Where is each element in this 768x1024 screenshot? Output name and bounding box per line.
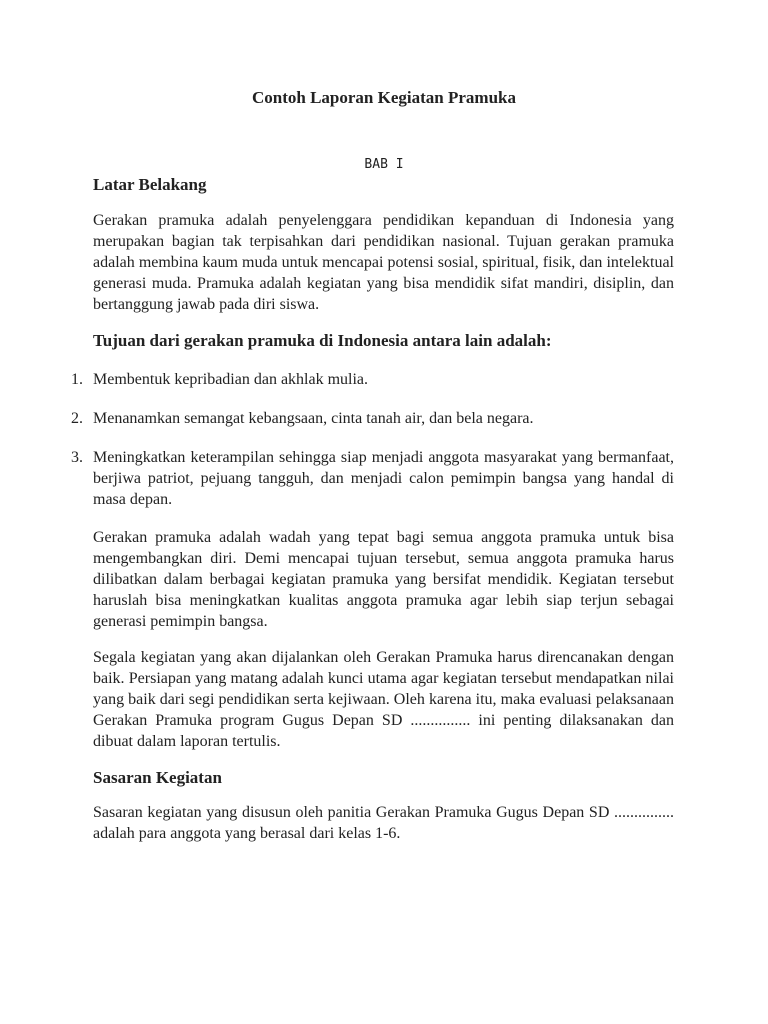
document-body bbox=[71, 173, 674, 844]
section-heading-tujuan: Tujuan dari gerakan pramuka di Indonesia antara lain adalah: bbox=[93, 331, 552, 350]
list-item-number: 3. bbox=[71, 449, 83, 466]
paragraph-sasaran: Sasaran kegiatan yang disusun oleh panitia Gerakan Pramuka Gugus Depan SD ............... adalah para anggota yang berasal dari kelas 1-6. bbox=[93, 804, 674, 842]
list-item-text: Meningkatkan keterampilan sehingga siap menjadi anggota masyarakat yang bermanfaat, berjiwa patriot, pejuang tangguh, dan menjadi calon pemimpin bangsa yang handal di masa depan. bbox=[93, 449, 674, 508]
chapter-label: BAB I bbox=[364, 157, 404, 172]
list-item-number: 2. bbox=[71, 410, 83, 427]
list-item-text: Membentuk kepribadian dan akhlak mulia. bbox=[93, 371, 369, 388]
paragraph-evaluasi: Segala kegiatan yang akan dijalankan oleh Gerakan Pramuka harus direncanakan dengan baik. Persiapan yang matang adalah kunci utama agar kegiatan tersebut mendapatkan nilai yang baik dari segi pendidikan serta kejiwaan. Oleh karena itu, maka evaluasi pelaksanaan Gerakan Pramuka program Gugus Depan SD ............... ini penting dilaksanakan dan dibuat dalam laporan tertulis. bbox=[93, 649, 674, 750]
list-item-text: Menanamkan semangat kebangsaan, cinta tanah air, dan bela negara. bbox=[93, 410, 534, 427]
list-item bbox=[71, 447, 674, 510]
section-heading-latar-belakang: Latar Belakang bbox=[93, 175, 207, 194]
list-item-number: 1. bbox=[71, 371, 83, 388]
paragraph-latar-belakang: Gerakan pramuka adalah penyelenggara pendidikan kepanduan di Indonesia yang merupakan bagian tak terpisahkan dari pendidikan nasional. Tujuan gerakan pramuka adalah membina kaum muda untuk mencapai potensi sosial, spiritual, fisik, dan intelektual generasi muda. Pramuka adalah kegiatan yang bisa mendidik sifat mandiri, disiplin, dan bertanggung jawab pada diri siswa. bbox=[93, 212, 674, 313]
list-item bbox=[71, 408, 674, 429]
document-title: Contoh Laporan Kegiatan Pramuka bbox=[252, 88, 516, 107]
paragraph-wadah: Gerakan pramuka adalah wadah yang tepat bagi semua anggota pramuka untuk bisa mengembangkan diri. Demi mencapai tujuan tersebut, semua anggota pramuka harus dilibatkan dalam berbagai kegiatan pramuka yang bersifat mendidik. Kegiatan tersebut haruslah bisa meningkatkan kualitas anggota pramuka agar lebih siap terjun sebagai generasi pemimpin bangsa. bbox=[93, 529, 674, 630]
tujuan-list bbox=[71, 369, 674, 510]
section-heading-sasaran-kegiatan: Sasaran Kegiatan bbox=[93, 768, 222, 787]
list-item bbox=[71, 369, 674, 390]
